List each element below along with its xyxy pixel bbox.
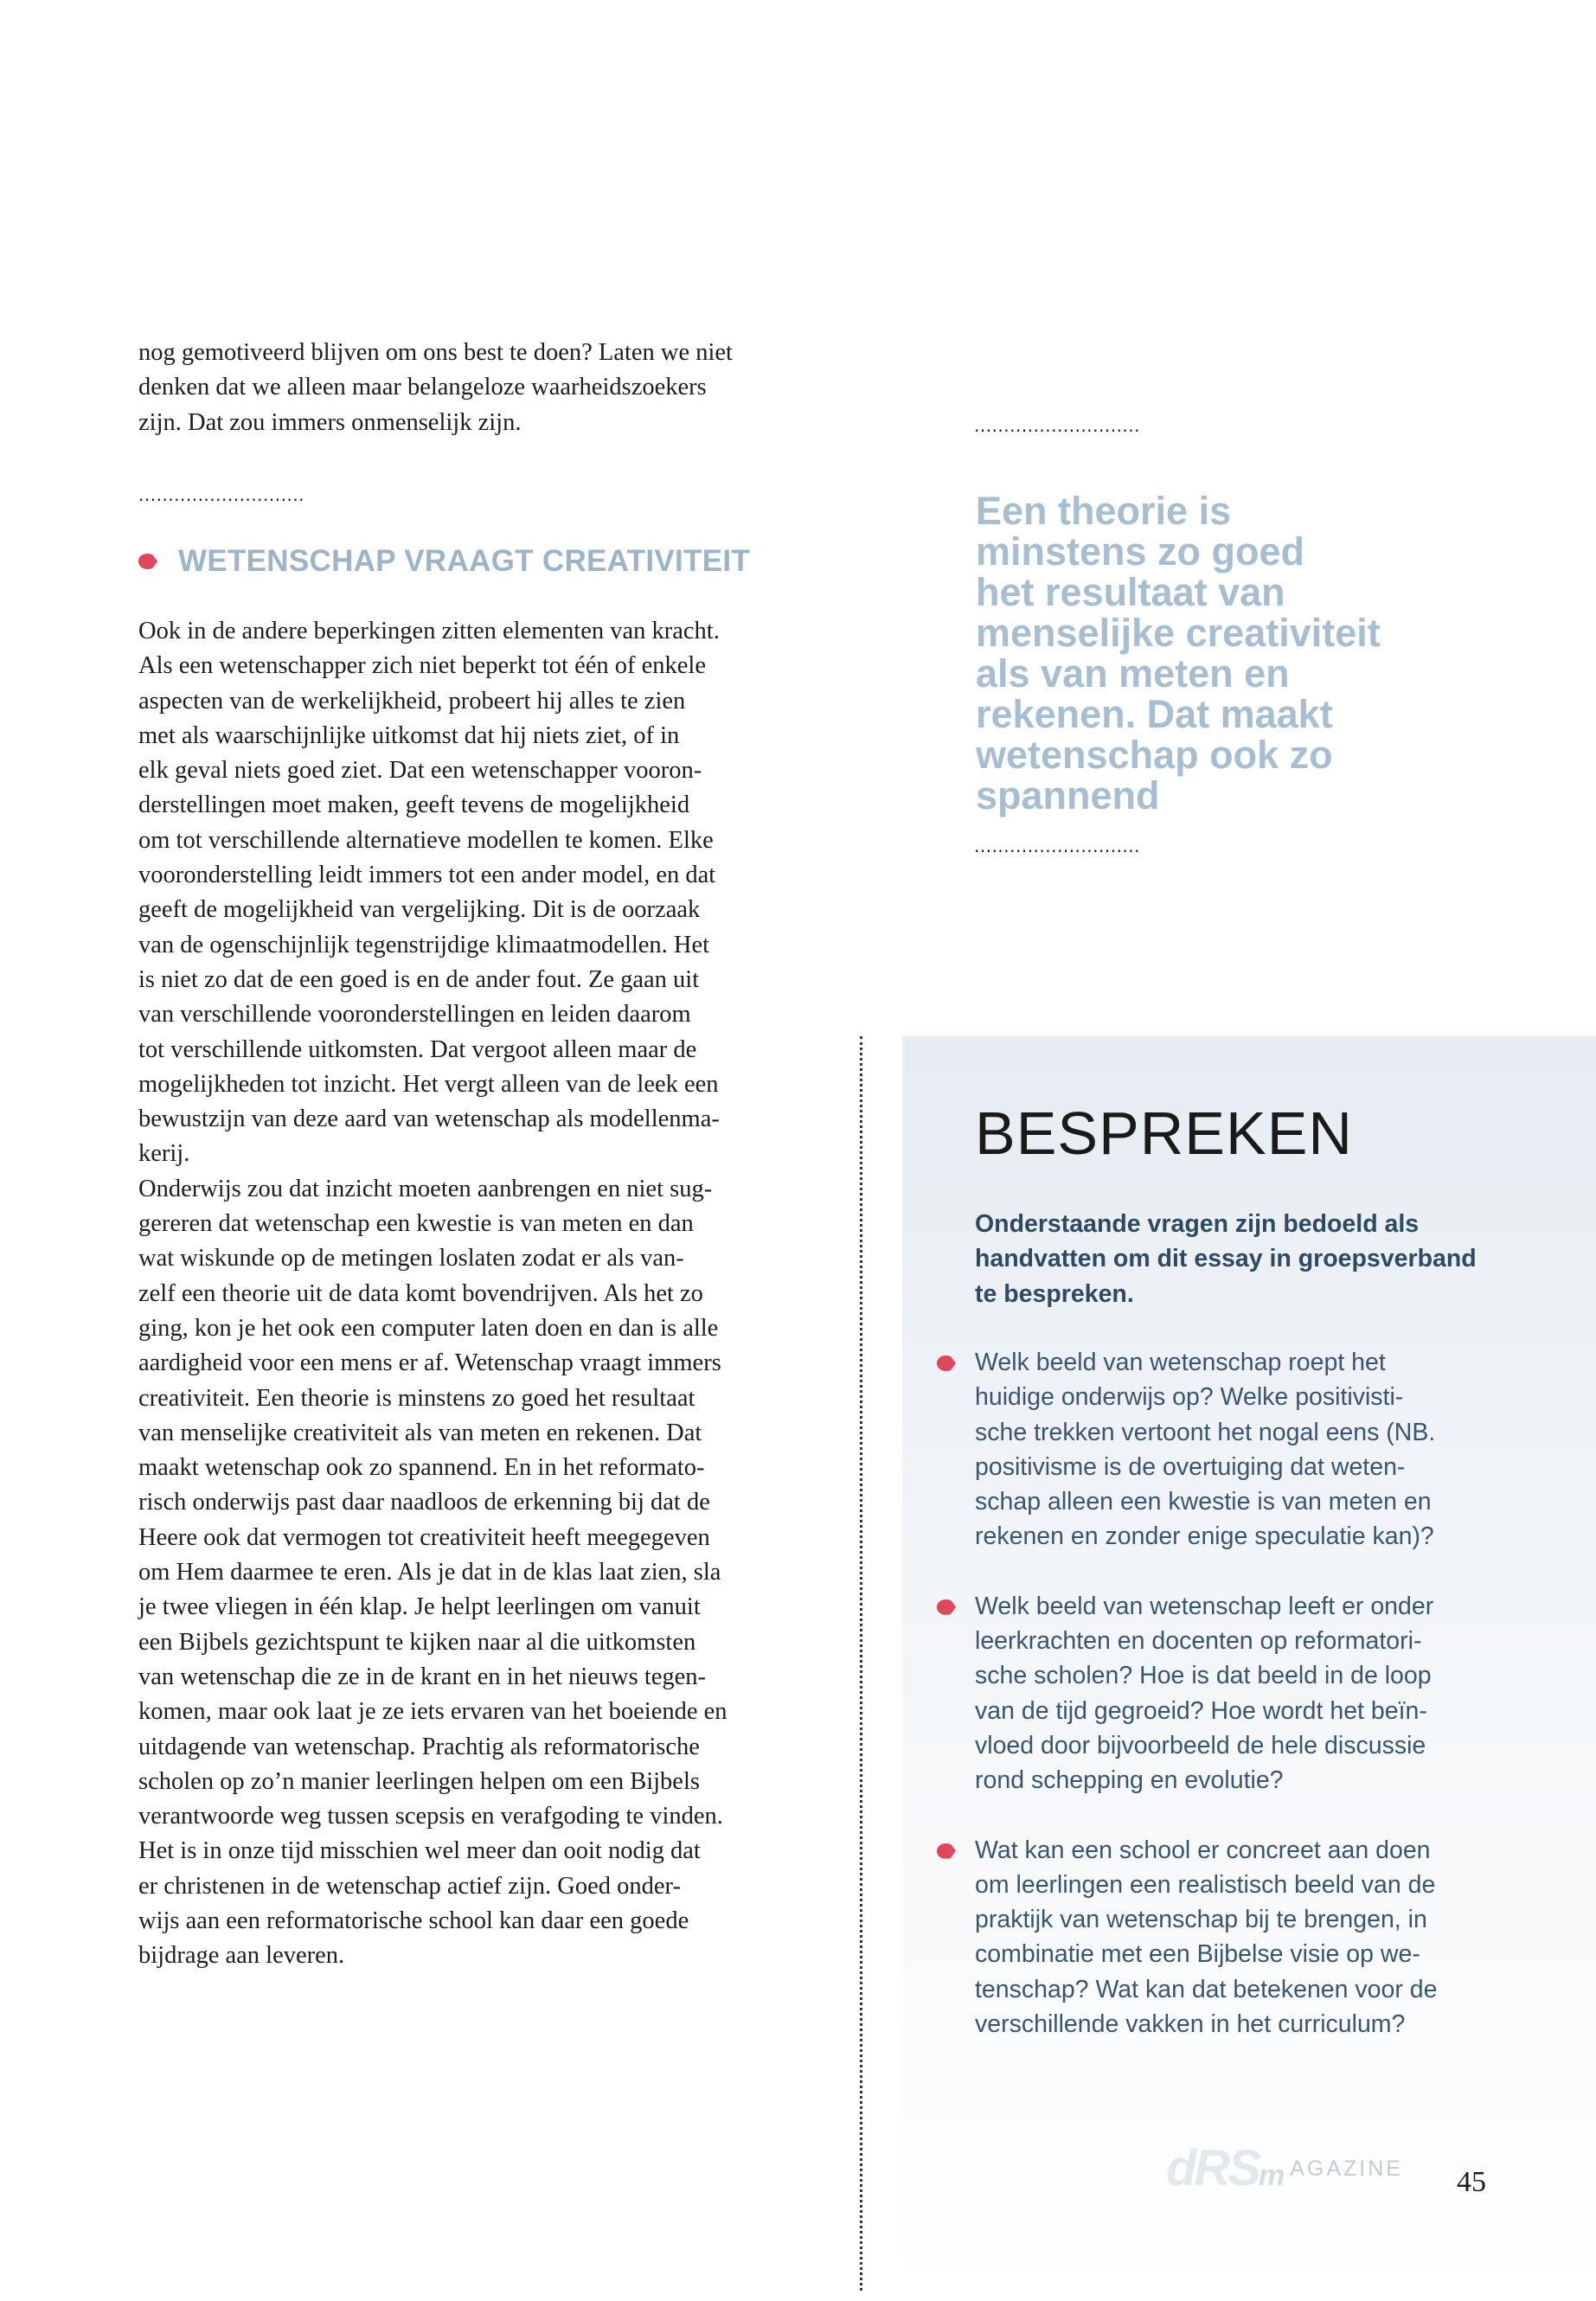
text-line: kerij. [138,1140,190,1168]
quote-separator-top: ............................ [974,417,1141,434]
text-line: is niet zo dat de een goed is en de ander fout. Ze gaan uit [138,965,700,993]
quote-line: het resultaat van [976,570,1285,614]
quote-line: spannend [976,773,1160,817]
intro-line: te bespreken. [975,1279,1134,1308]
text-line: gereren dat wetenschap een kwestie is van meten en dan [138,1210,694,1238]
question-line: vloed door bijvoorbeeld de hele discussie [975,1731,1426,1759]
text-line: elk geval niets goed ziet. Dat een wetenschapper vooron- [138,757,702,785]
question-item [937,1589,1560,1798]
question-line: tenschap? Wat kan dat betekenen voor de [975,1975,1438,2003]
section-heading [138,540,750,583]
quote-line: wetenschap ook zo [976,733,1333,777]
quote-line: als van meten en [976,651,1290,695]
text-line: bijdrage aan leveren. [138,1942,345,1970]
intro-line: handvatten om dit essay in groepsverband [975,1245,1477,1273]
text-line: derstellingen moet maken, geeft tevens de mogelijkheid [138,792,690,819]
question-line: om leerlingen een realistisch beeld van de [975,1870,1436,1899]
text-line: van wetenschap die ze in de krant en in het nieuws tegen- [138,1663,707,1690]
text-line: tot verschillende uitkomsten. Dat vergoot alleen maar de [138,1035,697,1063]
text-line: ging, kon je het ook een computer laten doen en dan is alle [138,1314,719,1342]
text-line: om tot verschillende alternatieve modellen te komen. Elke [138,826,714,854]
intro-line: Onderstaande vragen zijn bedoeld als [975,1210,1420,1238]
intro-paragraph [138,336,796,440]
section-separator: ............................ [138,486,305,503]
text-line: wat wiskunde op de metingen loslaten zodat er als van- [138,1245,684,1272]
bullet-arrow-icon [937,1843,956,1859]
question-line: leerkrachten en docenten op reformatori- [975,1627,1422,1656]
text-line: je twee vliegen in één klap. Je helpt leerlingen om vanuit [138,1593,701,1621]
question-line: huidige onderwijs op? Welke positivisti- [975,1383,1404,1412]
text-line: met als waarschijnlijke uitkomst dat hij niets ziet, of in [138,721,680,749]
question-line: rond schepping en evolutie? [975,1766,1284,1795]
text-line: Onderwijs zou dat inzicht moeten aanbrengen en niet sug- [138,1175,713,1202]
question-line: verschillende vakken in het curriculum? [975,2010,1406,2039]
quote-line: Een theorie is [976,489,1232,533]
quote-line: minstens zo goed [976,529,1305,574]
quote-separator-bottom: ............................ [974,837,1141,855]
question-item [937,1345,1560,1554]
text-line: geeft de mogelijkheid van vergelijking. Dit is de oorzaak [138,896,701,924]
question-line: praktijk van wetenschap bij te brengen, in [975,1906,1427,1934]
article-body [138,614,796,1974]
panel-intro [975,1207,1494,1311]
text-line: vooronderstelling leidt immers tot een ander model, en dat [138,862,716,889]
logo-mark [1166,2140,1285,2196]
question-line: combinatie met een Bijbelse visie op we- [975,1940,1420,1969]
question-line: Wat kan een school er concreet aan doen [975,1836,1431,1864]
text-line: er christenen in de wetenschap actief zijn. Goed onder- [138,1872,681,1900]
question-line: schap alleen een kwestie is van meten en [975,1488,1432,1516]
text-line: maakt wetenschap ook zo spannend. En in het reformato- [138,1454,705,1482]
text-line: om Hem daarmee te eren. Als je dat in de klas laat zien, sla [138,1559,721,1586]
text-line: mogelijkheden tot inzicht. Het vergt alleen van de leek een [138,1070,719,1098]
magazine-logo [1166,2140,1403,2196]
text-line: zijn. Dat zou immers onmenselijk zijn. [138,408,522,436]
question-line: sche scholen? Hoe is dat beeld in de loop [975,1662,1432,1690]
question-list [937,1345,1560,2076]
text-line: Het is in onze tijd misschien wel meer dan ooit nodig dat [138,1837,701,1865]
text-line: denken dat we alleen maar belangeloze waarheidszoekers [138,374,707,401]
text-line: zelf een theorie uit de data komt bovendrijven. Als het zo [138,1279,703,1307]
text-line: komen, maar ook laat je ze iets ervaren van het boeiende en [138,1698,727,1726]
text-line: van de ogenschijnlijk tegenstrijdige klimaatmodellen. Het [138,931,710,958]
text-line: verantwoorde weg tussen scepsis en verafgoding te vinden. [138,1803,723,1830]
panel-title: BESPREKEN [975,1099,1353,1167]
text-line: van verschillende vooronderstellingen en leiden daarom [138,1001,691,1029]
text-line: aardigheid voor een mens er af. Wetenschap vraagt immers [138,1349,721,1377]
question-item [937,1833,1560,2042]
text-line: uitdagende van wetenschap. Prachtig als reformatorische [138,1733,700,1760]
quote-line: rekenen. Dat maakt [976,692,1333,736]
question-line: positivisme is de overtuiging dat weten- [975,1452,1406,1481]
logo-m: m [1259,2159,1285,2192]
quote-line: menselijke creativiteit [976,611,1381,655]
text-line: creativiteit. Een theorie is minstens zo goed het resultaat [138,1384,695,1412]
section-title: WETENSCHAP VRAAGT CREATIVITEIT [178,544,751,578]
bullet-arrow-icon [138,554,157,569]
pull-quote [976,490,1460,816]
text-line: Als een wetenschapper zich niet beperkt tot één of enkele [138,652,707,680]
text-line: aspecten van de werkelijkheid, probeert hij alles te zien [138,687,686,715]
text-line: Heere ook dat vermogen tot creativiteit heeft meegegeven [138,1523,710,1551]
question-line: sche trekken vertoont het nogal eens (NB. [975,1418,1436,1446]
bullet-arrow-icon [937,1356,956,1371]
question-line: Welk beeld van wetenschap leeft er onder [975,1592,1434,1620]
text-line: een Bijbels gezichtspunt te kijken naar al die uitkomsten [138,1628,696,1656]
text-line: scholen op zo’n manier leerlingen helpen om een Bijbels [138,1767,700,1795]
text-line: van menselijke creativiteit als van meten en rekenen. Dat [138,1419,702,1446]
text-line: bewustzijn van deze aard van wetenschap als modellenma- [138,1106,720,1133]
text-line: risch onderwijs past daar naadloos de erkenning bij dat de [138,1489,710,1516]
question-line: van de tijd gegroeid? Hoe wordt het beïn- [975,1696,1427,1725]
text-line: nog gemotiveerd blijven om ons best te doen? Laten we niet [138,339,733,366]
text-line: Ook in de andere beperkingen zitten elementen van kracht. [138,618,720,644]
text-line: wijs aan een reformatorische school kan daar een goede [138,1907,689,1934]
question-line: rekenen en zonder enige speculatie kan)? [975,1522,1434,1551]
logo-letters: dRS [1166,2140,1259,2196]
bullet-arrow-icon [937,1599,956,1615]
question-line: Welk beeld van wetenschap roept het [975,1349,1386,1376]
dotted-divider [860,1036,862,2291]
logo-word: AGAZINE [1290,2156,1403,2181]
page-number: 45 [1457,2166,1486,2198]
